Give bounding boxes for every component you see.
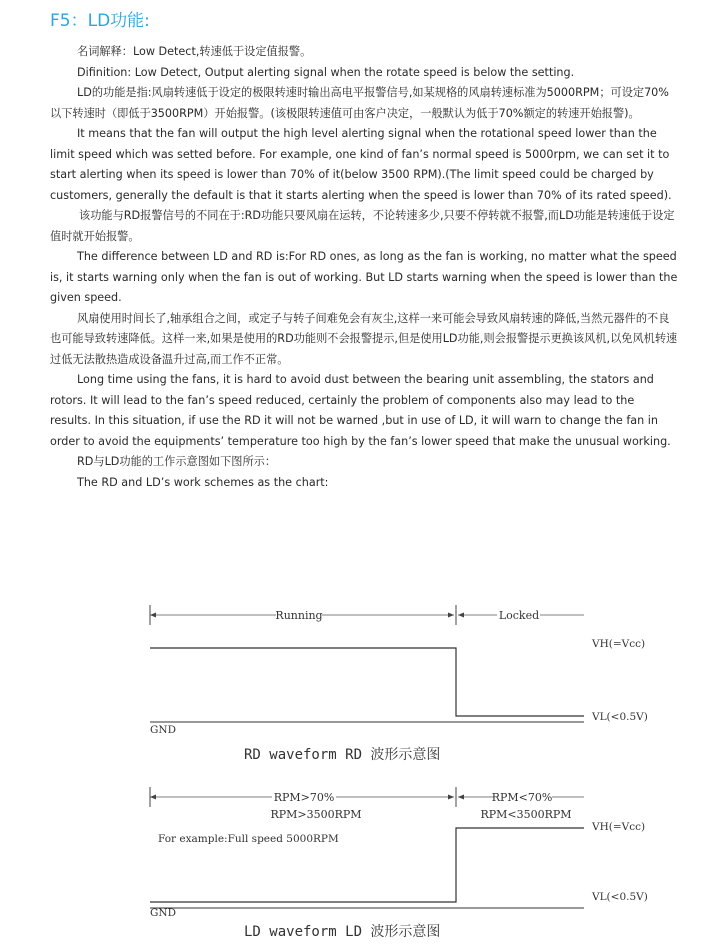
chart-intro-en: The RD and LD’s work schemes as the chart: [77,475,329,489]
usage-note-cn: 风扇使用时间长了,轴承组合之间，或定子与转子间难免会有灰尘,这样一来可能会导致风扇转速的降低,当然元器件的不良也可能导致转速降低。这样一来,如果是使用的RD功能则不会报警提示,但是使用LD功能,则会报警提示更换该风机,以免风机转速过低无法散热造成设备温升过高,而工作不正常。 [50,311,678,366]
definition-cn: 名词解释：Low Detect,转速低于设定值报警。 [77,45,312,58]
rd-vh-label: VH(=Vcc) [592,638,646,650]
rd-ld-difference-en: The difference between LD and RD is:For RD ones, as long as the fan is working, no matter what the speed is, it starts warning only when the fan is out of working. But LD starts warning when the speed is lower than the given speed. [50,250,678,304]
rd-locked-label: Locked [498,609,540,622]
ld-example-label: For example:Full speed 5000RPM [158,833,339,845]
rd-waveform-diagram [150,605,648,736]
ld-function-en: It means that the fan will output the high level alerting signal when the rotational speed lower than the limit speed which was setted before. For example, one kind of fan’s normal speed is 5000rpm, we can set it to start alerting when its speed is lower than 70% of it(below 3500 RPM).(The limit speed could be charged by customers, generally the default is that it starts alerting when the speed is lower than 70% of its rated speed). [50,127,672,202]
rd-running-label: Running [275,609,323,622]
rd-vl-label: VL(<0.5V) [592,711,648,723]
ld-right-label-2: RPM<3500RPM [480,808,572,821]
ld-vl-label: VL(<0.5V) [592,891,648,903]
chart-intro-cn: RD与LD功能的工作示意图如下图所示： [77,455,277,468]
rd-signal-line [150,648,584,716]
ld-left-label-2: RPM>3500RPM [270,808,362,821]
ld-function-cn: LD的功能是指:风扇转速低于设定的极限转速时输出高电平报警信号,如某规格的风扇转速标准为5000RPM；可设定70%以下转速时（即低于3500RPM）开始报警。(该极限转速值可由客户决定，一般默认为低于70%额定的转速开始报警)。 [50,86,669,120]
section-heading: F5：LD功能: [50,11,150,31]
usage-note-en: Long time using the fans, it is hard to avoid dust between the bearing unit assembling, the stators and rotors. It will lead to the fan’s speed reduced, certainly the problem of components also may lead to the results. In this situation, if use the RD it will not be warned ,but in use of LD, it will warn to change the fan in order to avoid the equipments’ temperature too high by the fan’s lower speed that make the unusual working. [50,373,671,448]
rd-ld-difference-cn: 该功能与RD报警信号的不同在于:RD功能只要风扇在运转，不论转速多少,只要不停转就不报警,而LD功能是转速低于设定值时就开始报警。 [50,209,675,243]
definition-en: Difinition: Low Detect, Output alerting signal when the rotate speed is below the setting. [77,65,575,79]
ld-gnd-label: GND [150,907,176,919]
ld-diagram-caption: LD waveform LD 波形示意图 [244,924,441,940]
ld-right-label-1: RPM<70% [491,791,553,804]
ld-vh-label: VH(=Vcc) [592,821,646,833]
ld-left-label-1: RPM>70% [273,791,335,804]
rd-gnd-label: GND [150,724,176,736]
ld-waveform-diagram [150,787,648,919]
rd-diagram-caption: RD waveform RD 波形示意图 [244,747,441,763]
